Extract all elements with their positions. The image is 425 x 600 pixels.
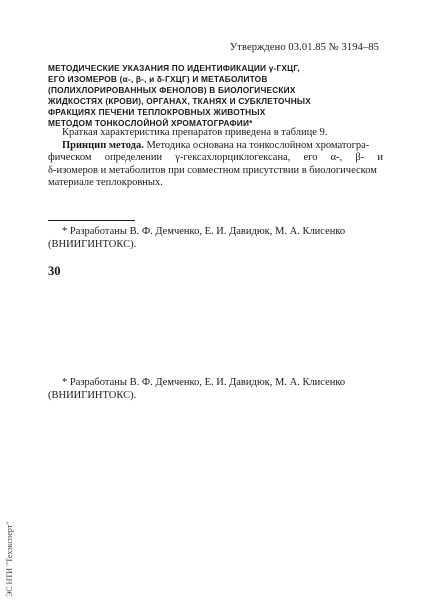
word: его bbox=[303, 152, 318, 164]
paragraph-text: материале теплокровных. bbox=[48, 177, 163, 189]
word: фическом bbox=[48, 152, 92, 164]
footnote-line: (ВНИИГИНТОКС). bbox=[48, 238, 137, 250]
word: и bbox=[377, 152, 383, 164]
body-text bbox=[48, 127, 383, 190]
title-line: ЕГО ИЗОМЕРОВ (α-, β-, и δ-ГХЦГ) И МЕТАБОЛИТОВ bbox=[48, 74, 268, 84]
watermark: ЭС НТИ "Техэксперт" bbox=[5, 521, 14, 597]
document-title bbox=[48, 63, 388, 129]
footnote-line: * Разработаны В. Ф. Демченко, Е. И. Давидюк, М. А. Клисенко bbox=[62, 377, 346, 388]
paragraph-line bbox=[48, 165, 383, 178]
page-number: 30 bbox=[48, 264, 61, 278]
method-principle-line bbox=[48, 140, 383, 153]
footnote-repeat bbox=[48, 377, 383, 402]
footnote-line: * Разработаны В. Ф. Демченко, Е. И. Давидюк, М. А. Клисенко bbox=[62, 226, 346, 237]
approval-note: Утверждено 03.01.85 № 3194–85 bbox=[229, 42, 379, 53]
paragraph-text: Методика основана на тонкослойном хроматогра- bbox=[146, 139, 370, 151]
justified-line bbox=[48, 152, 383, 165]
word: α-, bbox=[330, 152, 343, 164]
table-reference-paragraph bbox=[48, 127, 383, 140]
title-line: ФРАКЦИЯХ ПЕЧЕНИ ТЕПЛОКРОВНЫХ ЖИВОТНЫХ bbox=[48, 107, 266, 117]
footnote bbox=[48, 226, 383, 251]
title-line: ЖИДКОСТЯХ (КРОВИ), ОРГАНАХ, ТКАНЯХ И СУБКЛЕТОЧНЫХ bbox=[48, 96, 311, 106]
method-principle-heading: Принцип метода. bbox=[62, 139, 144, 151]
word: определении bbox=[104, 152, 163, 164]
footnote-separator bbox=[48, 220, 135, 221]
title-line: (ПОЛИХЛОРИРОВАННЫХ ФЕНОЛОВ) В БИОЛОГИЧЕСКИХ bbox=[48, 85, 296, 95]
title-line: МЕТОДИЧЕСКИЕ УКАЗАНИЯ ПО ИДЕНТИФИКАЦИИ γ-ГХЦГ, bbox=[48, 63, 300, 73]
word: γ-гексахлорциклогексана, bbox=[175, 152, 291, 164]
footnote-line: (ВНИИГИНТОКС). bbox=[48, 389, 137, 401]
word: β- bbox=[355, 152, 365, 164]
title-line: МЕТОДОМ ТОНКОСЛОЙНОЙ ХРОМАТОГРАФИИ* bbox=[48, 118, 253, 128]
paragraph-text: δ-изомеров и метаболитов при совместном присутствии в биологическом bbox=[48, 164, 377, 176]
paragraph-line bbox=[48, 177, 383, 190]
paragraph-text: Краткая характеристика препаратов приведена в таблице 9. bbox=[62, 127, 328, 138]
